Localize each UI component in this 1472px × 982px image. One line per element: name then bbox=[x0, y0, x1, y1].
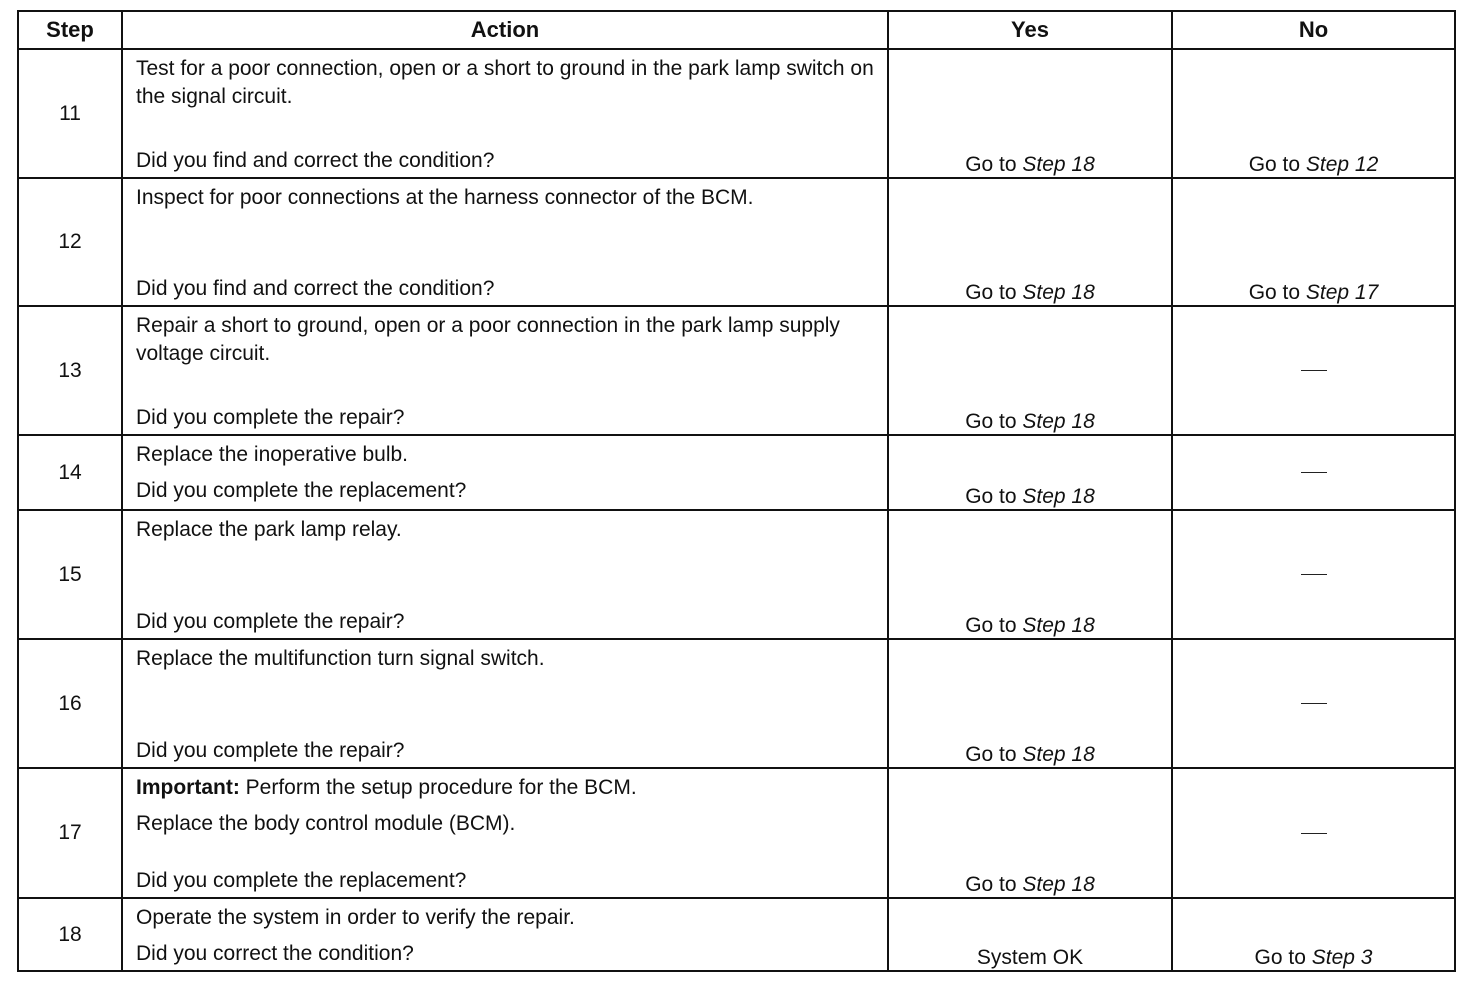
header-yes: Yes bbox=[888, 11, 1172, 49]
yes-cell bbox=[888, 898, 1172, 971]
no-dash bbox=[1301, 472, 1327, 473]
action-cell bbox=[122, 768, 888, 898]
table-row bbox=[18, 898, 1455, 971]
no-prefix: Go to bbox=[1248, 281, 1306, 304]
no-step-ref: Step 17 bbox=[1305, 281, 1379, 304]
yes-prefix: Go to bbox=[965, 281, 1023, 304]
yes-step-ref: Step 18 bbox=[1022, 410, 1095, 433]
action-cell bbox=[122, 898, 888, 971]
step-number: 15 bbox=[18, 510, 122, 639]
yes-cell bbox=[888, 639, 1172, 768]
no-cell bbox=[1172, 435, 1455, 510]
yes-step-ref: Step 18 bbox=[1022, 281, 1095, 304]
no-dash bbox=[1301, 833, 1327, 834]
no-prefix: Go to bbox=[1248, 153, 1306, 176]
action-instruction: Replace the park lamp relay. bbox=[136, 518, 402, 541]
yes-step-ref: Step 18 bbox=[1022, 485, 1095, 508]
no-cell bbox=[1172, 49, 1455, 178]
header-step: Step bbox=[18, 11, 122, 49]
yes-step-ref: Step 18 bbox=[1022, 153, 1095, 176]
no-prefix: Go to bbox=[1254, 946, 1312, 969]
yes-cell bbox=[888, 510, 1172, 639]
action-cell bbox=[122, 178, 888, 306]
important-text: Perform the setup procedure for the BCM. bbox=[239, 776, 637, 799]
table-row bbox=[18, 510, 1455, 639]
yes-prefix: Go to bbox=[965, 485, 1023, 508]
action-instruction: Replace the inoperative bulb. bbox=[136, 443, 409, 466]
action-cell bbox=[122, 510, 888, 639]
yes-step-ref: Step 18 bbox=[1022, 743, 1095, 766]
header-action: Action bbox=[122, 11, 888, 49]
no-dash bbox=[1301, 370, 1327, 371]
action-instruction: Test for a poor connection, open or a short to ground in the park lamp switch on the signal circuit. bbox=[136, 57, 874, 108]
table-row bbox=[18, 768, 1455, 898]
table-row bbox=[18, 306, 1455, 435]
step-number: 17 bbox=[18, 768, 122, 898]
action-cell bbox=[122, 639, 888, 768]
action-question: Did you find and correct the condition? bbox=[136, 149, 495, 172]
yes-cell bbox=[888, 306, 1172, 435]
no-dash bbox=[1301, 703, 1327, 704]
header-no: No bbox=[1172, 11, 1455, 49]
action-question: Did you complete the repair? bbox=[136, 739, 405, 762]
table-row bbox=[18, 639, 1455, 768]
step-number: 12 bbox=[18, 178, 122, 306]
action-question: Did you find and correct the condition? bbox=[136, 277, 495, 300]
action-question: Did you correct the condition? bbox=[136, 942, 414, 965]
yes-prefix: Go to bbox=[965, 153, 1023, 176]
yes-prefix: Go to bbox=[965, 743, 1023, 766]
action-cell bbox=[122, 306, 888, 435]
action-instruction: Replace the multifunction turn signal switch. bbox=[136, 647, 545, 670]
yes-step-ref: Step 18 bbox=[1022, 873, 1095, 896]
action-question: Did you complete the repair? bbox=[136, 406, 405, 429]
no-cell bbox=[1172, 178, 1455, 306]
table-row bbox=[18, 49, 1455, 178]
yes-prefix: Go to bbox=[965, 410, 1023, 433]
action-question: Did you complete the replacement? bbox=[136, 869, 467, 892]
action-cell bbox=[122, 435, 888, 510]
header-row bbox=[18, 11, 1455, 49]
yes-result: System OK bbox=[976, 946, 1084, 969]
yes-prefix: Go to bbox=[965, 614, 1023, 637]
step-number: 11 bbox=[18, 49, 122, 178]
action-question: Did you complete the repair? bbox=[136, 610, 405, 633]
no-cell bbox=[1172, 510, 1455, 639]
important-label: Important: bbox=[136, 776, 240, 799]
table-row bbox=[18, 178, 1455, 306]
yes-cell bbox=[888, 49, 1172, 178]
step-number: 14 bbox=[18, 435, 122, 510]
yes-step-ref: Step 18 bbox=[1022, 614, 1095, 637]
no-step-ref: Step 12 bbox=[1305, 153, 1379, 176]
action-instruction: Operate the system in order to verify the repair. bbox=[136, 906, 575, 929]
no-cell bbox=[1172, 306, 1455, 435]
no-cell bbox=[1172, 898, 1455, 971]
action-question: Did you complete the replacement? bbox=[136, 479, 467, 502]
yes-prefix: Go to bbox=[965, 873, 1023, 896]
no-cell bbox=[1172, 639, 1455, 768]
action-instruction: Replace the body control module (BCM). bbox=[136, 812, 516, 835]
no-dash bbox=[1301, 574, 1327, 575]
step-number: 13 bbox=[18, 306, 122, 435]
table-row bbox=[18, 435, 1455, 510]
step-number: 16 bbox=[18, 639, 122, 768]
yes-cell bbox=[888, 178, 1172, 306]
yes-cell bbox=[888, 435, 1172, 510]
action-instruction: Inspect for poor connections at the harness connector of the BCM. bbox=[136, 186, 754, 209]
no-cell bbox=[1172, 768, 1455, 898]
yes-cell bbox=[888, 768, 1172, 898]
action-instruction: Repair a short to ground, open or a poor connection in the park lamp supply voltage circuit. bbox=[136, 314, 840, 365]
diagnostic-table bbox=[17, 10, 1456, 972]
action-cell bbox=[122, 49, 888, 178]
important-note bbox=[136, 774, 875, 802]
step-number: 18 bbox=[18, 898, 122, 971]
no-step-ref: Step 3 bbox=[1311, 946, 1373, 969]
